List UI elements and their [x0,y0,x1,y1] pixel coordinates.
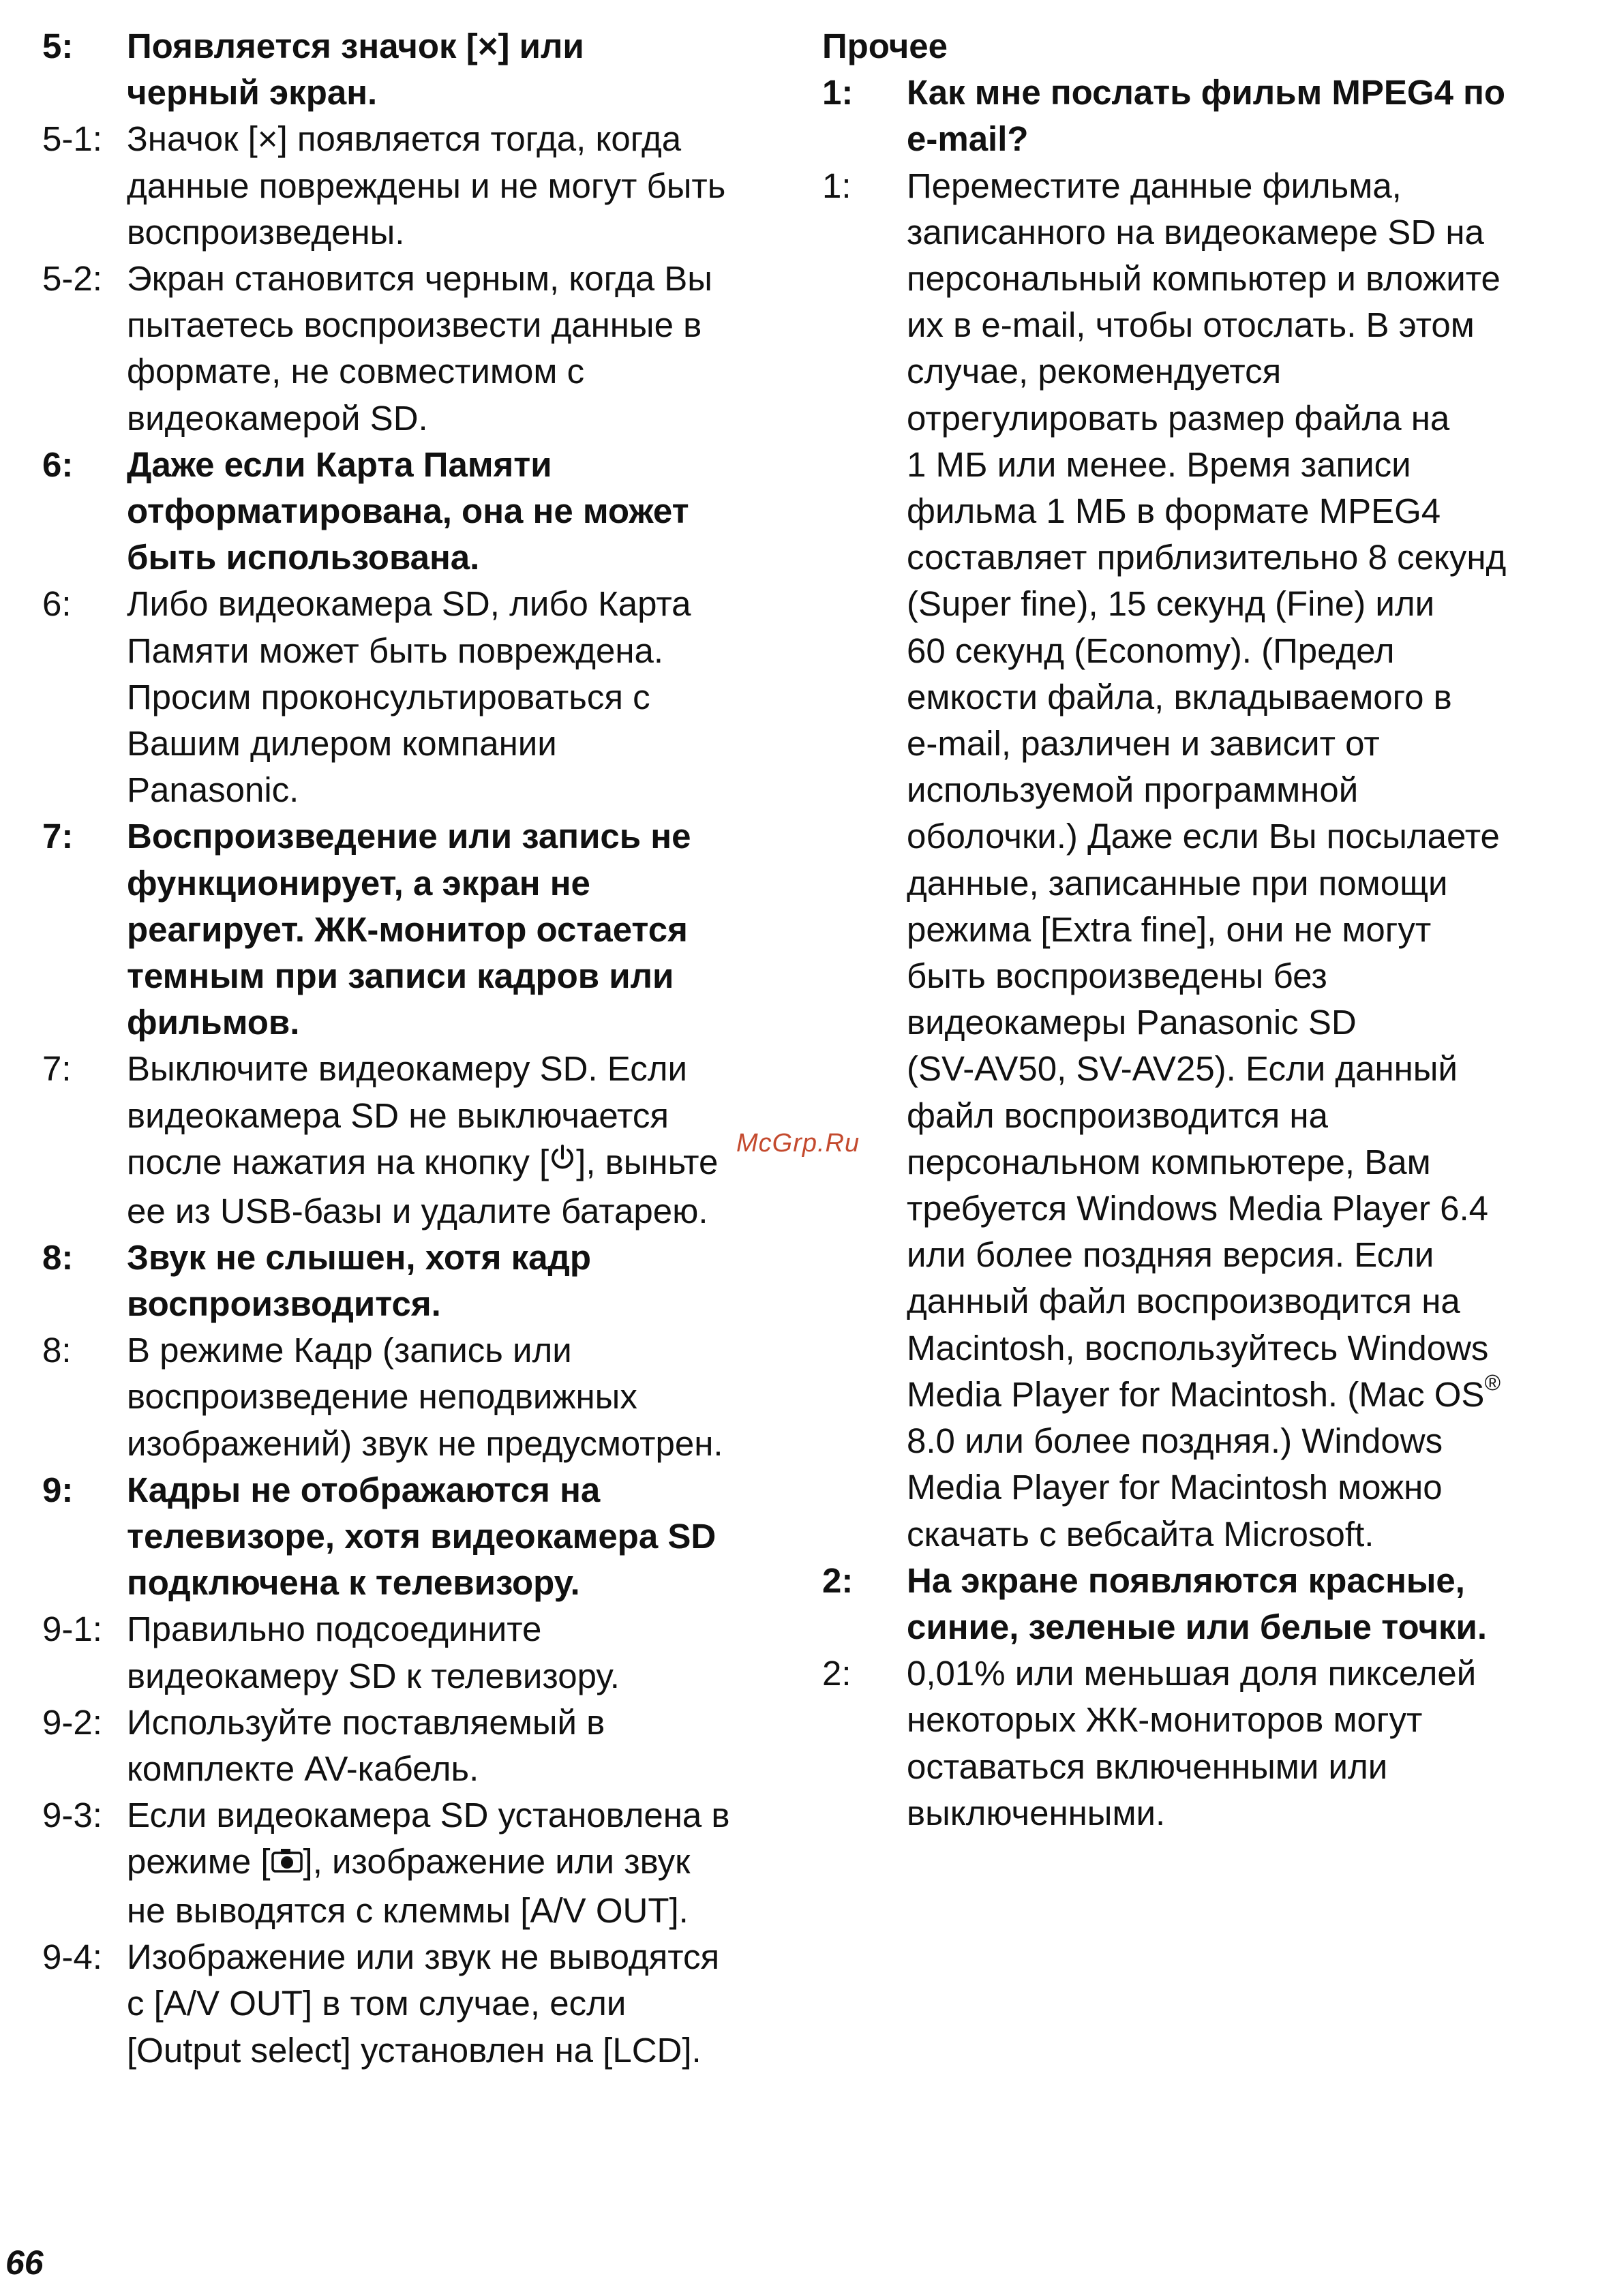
answer-text: Значок [×] появляется тогда, когда данные повреждены и не могут быть воспроизведены. [127,119,726,252]
answer-text-part: Если видеокамера SD установлена в режиме [ [127,1796,730,1882]
answer-text-part: Переместите данные фильма, записанного на видеокамере SD на персональный компьютер и вложите их в e-mail, чтобы отослать. В этом случае, рекомендуется отрегулировать размер файла на 1 МБ или менее. Время записи фильма 1 МБ в формате MPEG4 составляет приблизительно 8 секунд (Super fine), 15 секунд (Fine) или 60 секунд (Economy). (Предел емкости файла, вкладываемого в e-mail, различен и зависит от используемой программной оболочки.) Даже если Вы посылаете данные, записанные при помощи режима [Extra fine], они не могут быть воспроизведены без видеокамеры Panasonic SD (SV-AV50, SV-AV25). Если данный файл воспроизводится на персональном компьютере, Вам требуется Windows Media Player 6.4 или более поздняя версия. Если данный файл воспроизводится на Macintosh, воспользуйтесь Windows Media Player for Macintosh. (Mac OS [907,166,1507,1414]
right-column [822,23,1558,1837]
answer-9-4 [42,1934,779,2074]
question-text: Кадры не отображаются на телевизоре, хотя видеокамера SD подключена к телевизору. [127,1470,717,1603]
answer-text: В режиме Кадр (запись или воспроизведение неподвижных изображений) звук не предусмотрен. [127,1331,723,1463]
registered-mark: ® [1484,1370,1501,1395]
answer-8 [42,1327,779,1467]
answer-text [907,163,1558,1558]
item-number: 2: [822,1654,851,1693]
question-text: Появляется значок [×] или черный экран. [127,27,584,112]
question-2 [822,1558,1558,1650]
item-number: 9-4: [42,1937,102,1977]
question-1 [822,70,1558,162]
answer-9-3 [42,1792,779,1934]
question-7 [42,813,779,1046]
item-number: 5: [42,27,74,65]
question-8 [42,1235,779,1327]
item-number: 6: [42,584,72,624]
question-5 [42,23,779,116]
answer-9-1 [42,1606,779,1699]
item-number: 8: [42,1237,74,1277]
answer-2 [822,1650,1558,1837]
item-number: 7: [42,817,74,856]
item-number: 5-1: [42,119,102,159]
answer-5-1 [42,116,779,256]
item-number: 5-2: [42,259,102,299]
item-number: 1: [822,166,851,205]
answer-text: Либо видеокамера SD, либо Карта Памяти может быть повреждена. Просим проконсультироваться с Вашим дилером компании Panasonic. [127,584,691,810]
question-text: Звук не слышен, хотя кадр воспроизводится. [127,1237,592,1323]
answer-text [127,1046,779,1234]
answer-6 [42,581,779,813]
item-number: 9-2: [42,1702,102,1742]
item-number: 1: [822,73,854,112]
answer-text: Используйте поставляемый в комплекте AV-кабель. [127,1702,605,1788]
question-text: Как мне послать фильм MPEG4 по e-mail? [907,73,1506,159]
answer-text: Изображение или звук не выводятся с [A/V OUT] в том случае, если [Output select] установлен на [LCD]. [127,1937,720,2070]
answer-7 [42,1046,779,1234]
question-text: Воспроизведение или запись не функционирует, а экран не реагирует. ЖК-монитор остается темным при записи кадров или фильмов. [127,817,691,1042]
answer-text: Экран становится черным, когда Вы пытаетесь воспроизвести данные в формате, не совместимом с видеокамерой SD. [127,259,712,438]
answer-text: 0,01% или меньшая доля пикселей некоторых ЖК-мониторов могут оставаться включенными или выключенными. [907,1654,1477,1832]
answer-text-part: ], выньте ее из USB-базы и удалите батарею. [127,1142,719,1230]
power-icon [549,1138,576,1185]
answer-1 [822,163,1558,1558]
item-number: 7: [42,1049,72,1089]
answer-text-part: 8.0 или более поздняя.) Windows Media Player for Macintosh можно скачать с вебсайта Microsoft. [907,1421,1443,1554]
answer-text-part: ], изображение или звук не выводятся с клеммы [A/V OUT]. [127,1842,691,1930]
watermark: McGrp.Ru [736,1129,860,1158]
item-number: 2: [822,1560,854,1600]
question-6 [42,442,779,581]
answer-text: Правильно подсоедините видеокамеру SD к телевизору. [127,1610,620,1695]
left-column [42,23,779,2074]
item-number: 9-3: [42,1796,102,1835]
item-number: 8: [42,1331,72,1370]
answer-5-2 [42,256,779,442]
question-text: На экране появляются красные, синие, зеленые или белые точки. [907,1560,1488,1646]
item-number: 9-1: [42,1610,102,1649]
page-number: 66 [5,2244,44,2282]
item-number: 6: [42,444,74,484]
question-text: Даже если Карта Памяти отформатирована, она не может быть использована. [127,444,689,577]
item-number: 9: [42,1470,74,1509]
answer-text-part: Выключите видеокамеру SD. Если видеокамера SD не выключается после нажатия на кнопку [ [127,1049,687,1181]
answer-text [127,1792,779,1934]
camera-icon [271,1839,303,1885]
question-9 [42,1467,779,1607]
section-heading: Прочее [822,27,948,65]
answer-9-2 [42,1700,779,1792]
